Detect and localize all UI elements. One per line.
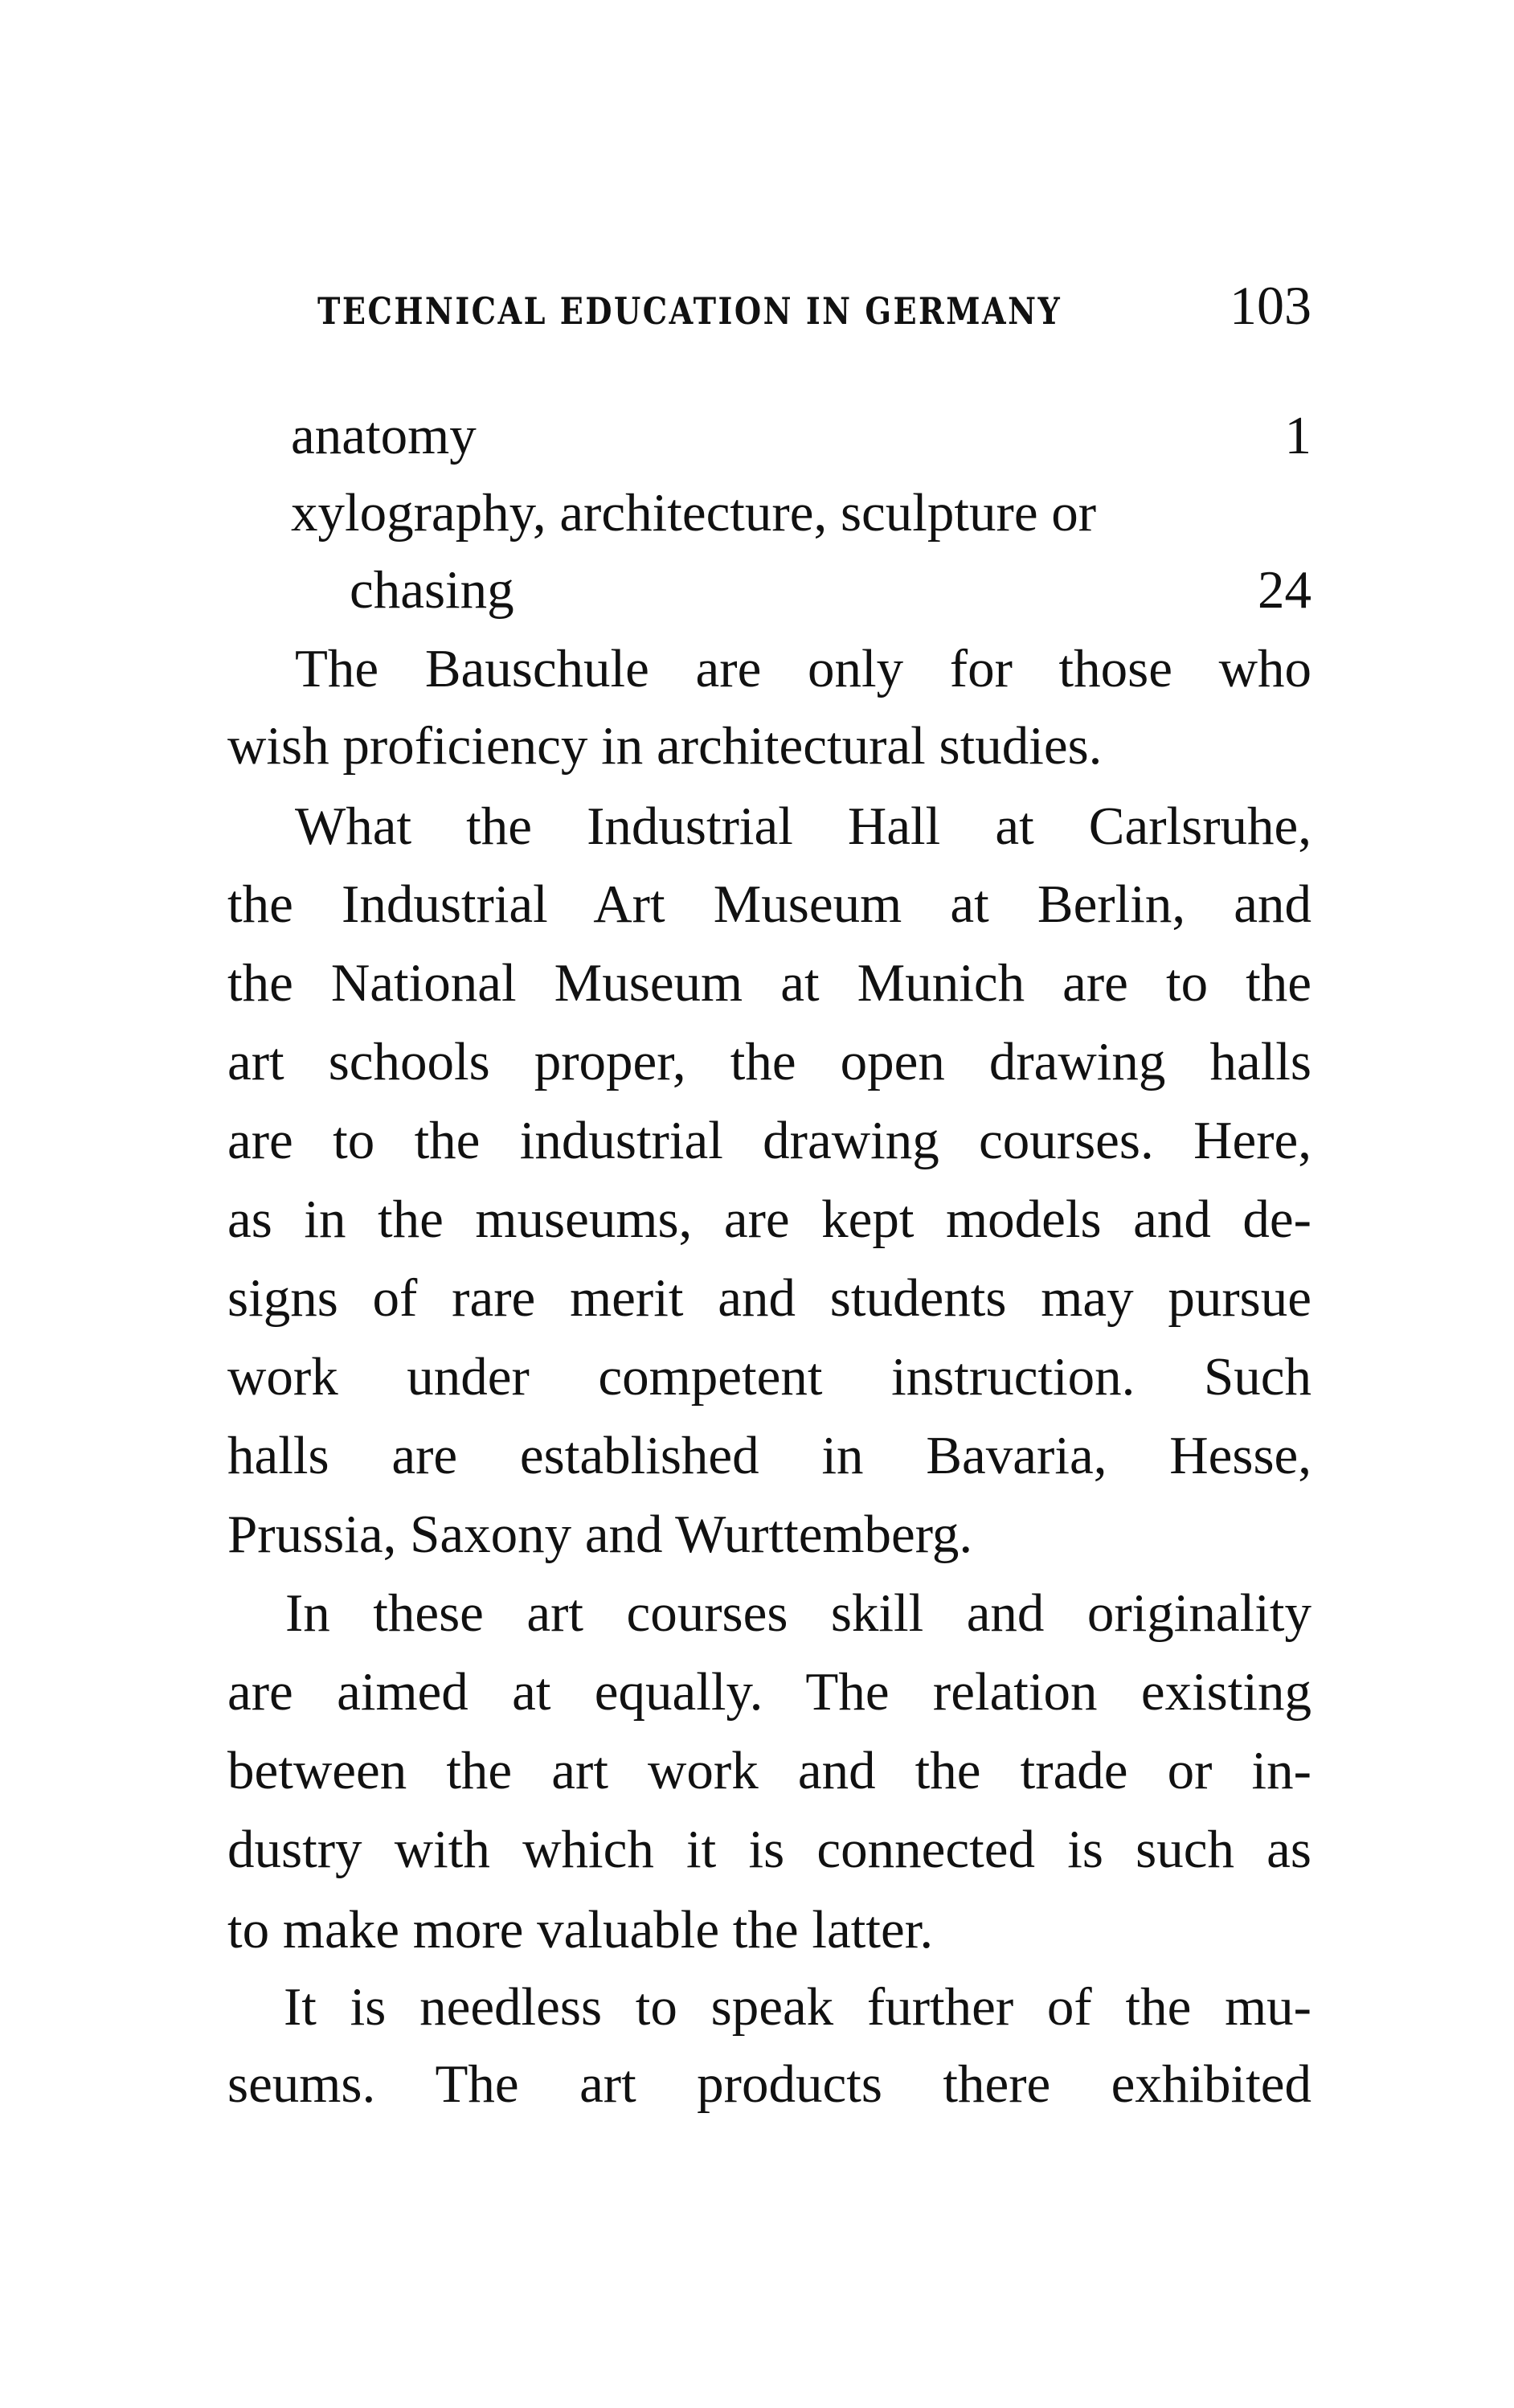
paragraph-line: wish proficiency in architectural studies. — [227, 716, 1103, 776]
paragraph-line: the Industrial Art Museum at Berlin, and — [227, 874, 1311, 934]
entry-count: 1 — [1284, 406, 1311, 465]
paragraph-line: between the art work and the trade or in- — [227, 1741, 1311, 1800]
page-number: 103 — [1230, 275, 1311, 336]
list-entry-line — [291, 399, 1311, 472]
paragraph-line: are aimed at equally. The relation existing — [227, 1662, 1311, 1722]
paragraph-line: to make more valuable the latter. — [227, 1900, 934, 1960]
paragraph-line: as in the museums, are kept models and de- — [227, 1190, 1311, 1249]
entry-label: xylography, architecture, sculpture or — [291, 483, 1097, 543]
paragraph-line: seums. The art products there exhibited — [227, 2054, 1311, 2114]
list-entry-line — [350, 554, 1311, 626]
running-head-title: TECHNICAL EDUCATION IN GERMANY — [317, 289, 1062, 333]
paragraph-line: signs of rare merit and students may pursue — [227, 1268, 1311, 1328]
paragraph-line: What the Industrial Hall at Carlsruhe, — [295, 797, 1311, 856]
paragraph-line: halls are established in Bavaria, Hesse, — [227, 1426, 1311, 1485]
paragraph-line: Prussia, Saxony and Wurttemberg. — [227, 1505, 973, 1564]
paragraph-line: work under competent instruction. Such — [227, 1347, 1311, 1407]
paragraph-line: the National Museum at Munich are to the — [227, 953, 1311, 1013]
entry-count: 24 — [1258, 560, 1311, 620]
list-entry-line — [291, 477, 1311, 549]
paragraph-line: It is needless to speak further of the mu- — [284, 1977, 1311, 2037]
entry-label: chasing — [350, 560, 514, 620]
paragraph-line: The Bauschule are only for those who — [295, 639, 1311, 698]
paragraph-line: are to the industrial drawing courses. Here, — [227, 1111, 1311, 1170]
entry-label: anatomy — [291, 406, 477, 465]
paragraph-line: In these art courses skill and originality — [285, 1583, 1311, 1643]
paragraph-line: art schools proper, the open drawing halls — [227, 1032, 1311, 1091]
paragraph-line: dustry with which it is connected is such as — [227, 1820, 1311, 1879]
